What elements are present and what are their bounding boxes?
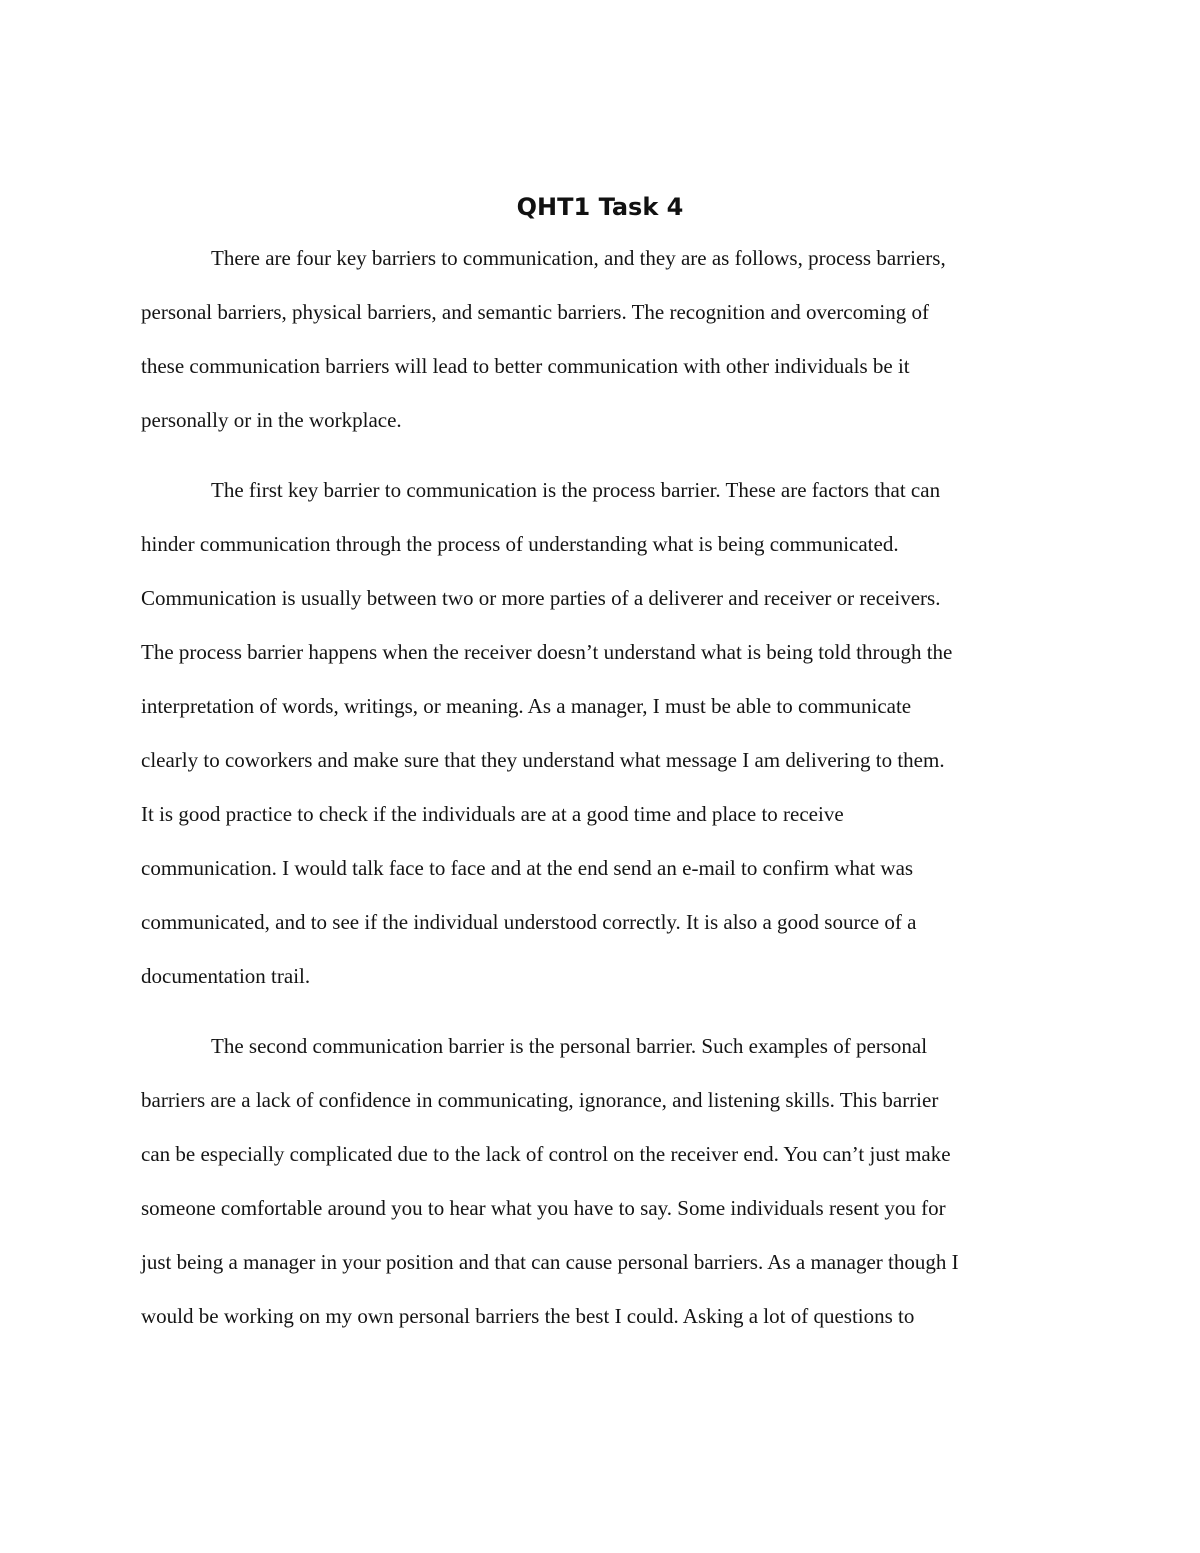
text-line: documentation trail. <box>141 964 311 988</box>
text-line: interpretation of words, writings, or meaning. As a manager, I must be able to communicate <box>141 694 912 718</box>
document-title: QHT1 Task 4 <box>516 193 684 221</box>
text-line: There are four key barriers to communication, and they are as follows, process barriers, <box>211 246 946 270</box>
text-line: hinder communication through the process of understanding what is being communicated. <box>141 532 899 556</box>
text-line: personal barriers, physical barriers, and semantic barriers. The recognition and overcoming of <box>141 300 929 324</box>
text-line: would be working on my own personal barriers the best I could. Asking a lot of questions to <box>141 1304 915 1328</box>
paragraph <box>141 1029 1071 1353</box>
text-line: can be especially complicated due to the lack of control on the receiver end. You can’t just make <box>141 1142 951 1166</box>
text-line: It is good practice to check if the individuals are at a good time and place to receive <box>141 802 844 826</box>
text-line: Communication is usually between two or more parties of a deliverer and receiver or receivers. <box>141 586 941 610</box>
paragraph <box>141 241 1071 457</box>
text-line: these communication barriers will lead to better communication with other individuals be it <box>141 354 910 378</box>
text-line: someone comfortable around you to hear what you have to say. Some individuals resent you for <box>141 1196 946 1220</box>
text-line: communication. I would talk face to face and at the end send an e-mail to confirm what was <box>141 856 914 880</box>
document-body <box>141 241 1071 1369</box>
text-line: The first key barrier to communication is the process barrier. These are factors that can <box>211 478 941 502</box>
text-line: just being a manager in your position and that can cause personal barriers. As a manager though I <box>141 1250 959 1274</box>
text-line: clearly to coworkers and make sure that they understand what message I am delivering to them. <box>141 748 945 772</box>
paragraph <box>141 473 1071 1013</box>
text-line: communicated, and to see if the individual understood correctly. It is also a good source of a <box>141 910 917 934</box>
text-line: The second communication barrier is the personal barrier. Such examples of personal <box>211 1034 928 1058</box>
text-line: The process barrier happens when the receiver doesn’t understand what is being told through the <box>141 640 953 664</box>
text-line: personally or in the workplace. <box>141 408 402 432</box>
text-line: barriers are a lack of confidence in communicating, ignorance, and listening skills. This barrier <box>141 1088 939 1112</box>
